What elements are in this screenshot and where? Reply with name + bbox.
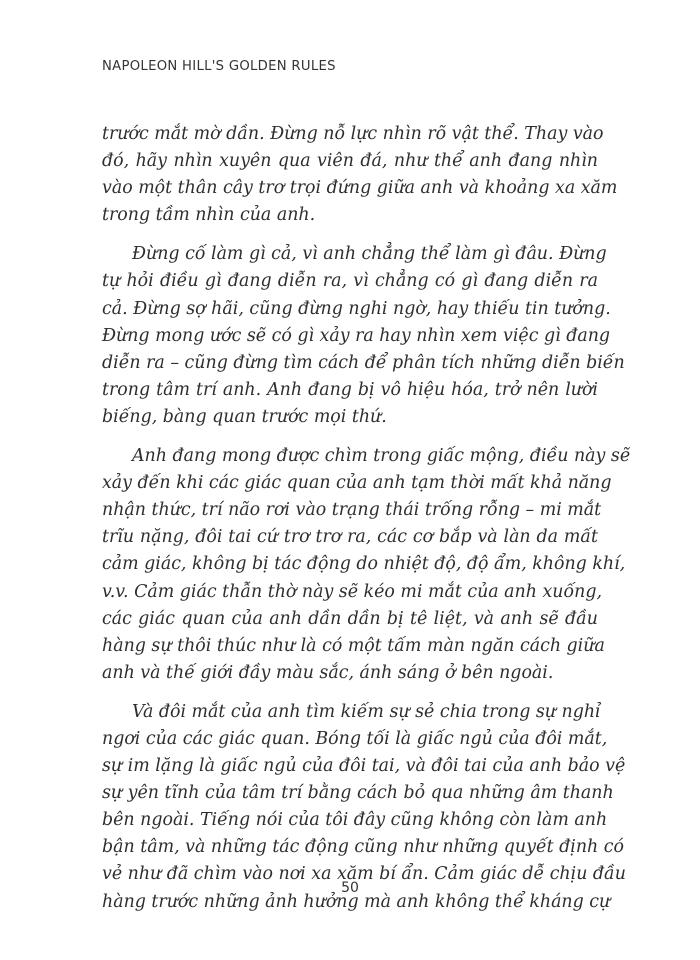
paragraph-2 bbox=[102, 241, 625, 431]
text-line: hàng trước những ảnh hưởng mà anh không thể kháng cự bbox=[102, 891, 611, 912]
text-line: bận tâm, và những tác động cũng như những quyết định có bbox=[102, 837, 624, 858]
text-line: trước mắt mờ dần. Đừng nỗ lực nhìn rõ vật thể. Thay vào bbox=[102, 124, 604, 144]
text-line: anh và thế giới đầy màu sắc, ánh sáng ở bên ngoài. bbox=[102, 662, 554, 683]
text-line: tự hỏi điều gì đang diễn ra, vì chẳng có gì đang diễn ra bbox=[102, 271, 598, 292]
text-line: cả. Đừng sợ hãi, cũng đừng nghi ngờ, hay thiếu tin tưởng. bbox=[102, 298, 611, 319]
text-line: sự yên tĩnh của tâm trí bằng cách bỏ qua những âm thanh bbox=[102, 783, 614, 804]
text-line: biếng, bàng quan trước mọi thứ. bbox=[102, 406, 387, 427]
running-header-title: NAPOLEON HILL'S GOLDEN RULES bbox=[102, 59, 336, 74]
text-line: vẻ như đã chìm vào nơi xa xăm bí ẩn. Cảm giác dễ chịu đầu bbox=[102, 864, 626, 885]
text-line: sự im lặng là giấc ngủ của đôi tai, và đôi tai của anh bảo vệ bbox=[102, 756, 626, 777]
text-line: các giác quan của anh dần dần bị tê liệt, và anh sẽ đầu bbox=[102, 608, 598, 629]
page-number: 50 bbox=[341, 880, 359, 896]
paragraph-1 bbox=[102, 121, 618, 229]
text-line: Và đôi mắt của anh tìm kiếm sự sẻ chia trong sự nghỉ bbox=[132, 701, 601, 722]
text-line: đó, hãy nhìn xuyên qua viên đá, như thể anh đang nhìn bbox=[102, 151, 598, 172]
text-line: bên ngoài. Tiếng nói của tôi đây cũng không còn làm anh bbox=[102, 810, 608, 831]
text-line: Đừng mong ước sẽ có gì xảy ra hay nhìn xem việc gì đang bbox=[102, 325, 611, 346]
text-line: Đừng cố làm gì cả, vì anh chẳng thể làm gì đâu. Đừng bbox=[132, 244, 607, 265]
text-line: ngơi của các giác quan. Bóng tối là giấc ngủ của đôi mắt, bbox=[102, 728, 608, 749]
text-line: diễn ra – cũng đừng tìm cách để phân tích những diễn biến bbox=[102, 352, 625, 373]
text-line: trong tầm nhìn của anh. bbox=[102, 205, 316, 226]
text-line: trĩu nặng, đôi tai cứ trơ trơ ra, các cơ bắp và làn da mất bbox=[102, 527, 598, 548]
text-line: trong tâm trí anh. Anh đang bị vô hiệu hóa, trở nên lười bbox=[102, 379, 598, 400]
text-line: vào một thân cây trơ trọi đứng giữa anh và khoảng xa xăm bbox=[102, 178, 618, 199]
text-line: v.v. Cảm giác thẫn thờ này sẽ kéo mi mắt của anh xuống, bbox=[102, 581, 602, 602]
text-line: nhận thức, trí não rơi vào trạng thái trống rỗng – mi mắt bbox=[102, 500, 602, 521]
text-line: cảm giác, không bị tác động do nhiệt độ, độ ẩm, không khí, bbox=[102, 554, 626, 575]
text-line: xảy đến khi các giác quan của anh tạm thời mất khả năng bbox=[102, 473, 612, 494]
text-line: hàng sự thôi thúc như là có một tấm màn ngăn cách giữa bbox=[102, 635, 605, 656]
text-line: Anh đang mong được chìm trong giấc mộng, điều này sẽ bbox=[132, 446, 631, 467]
paragraph-3 bbox=[102, 443, 631, 687]
body-text bbox=[102, 121, 631, 928]
